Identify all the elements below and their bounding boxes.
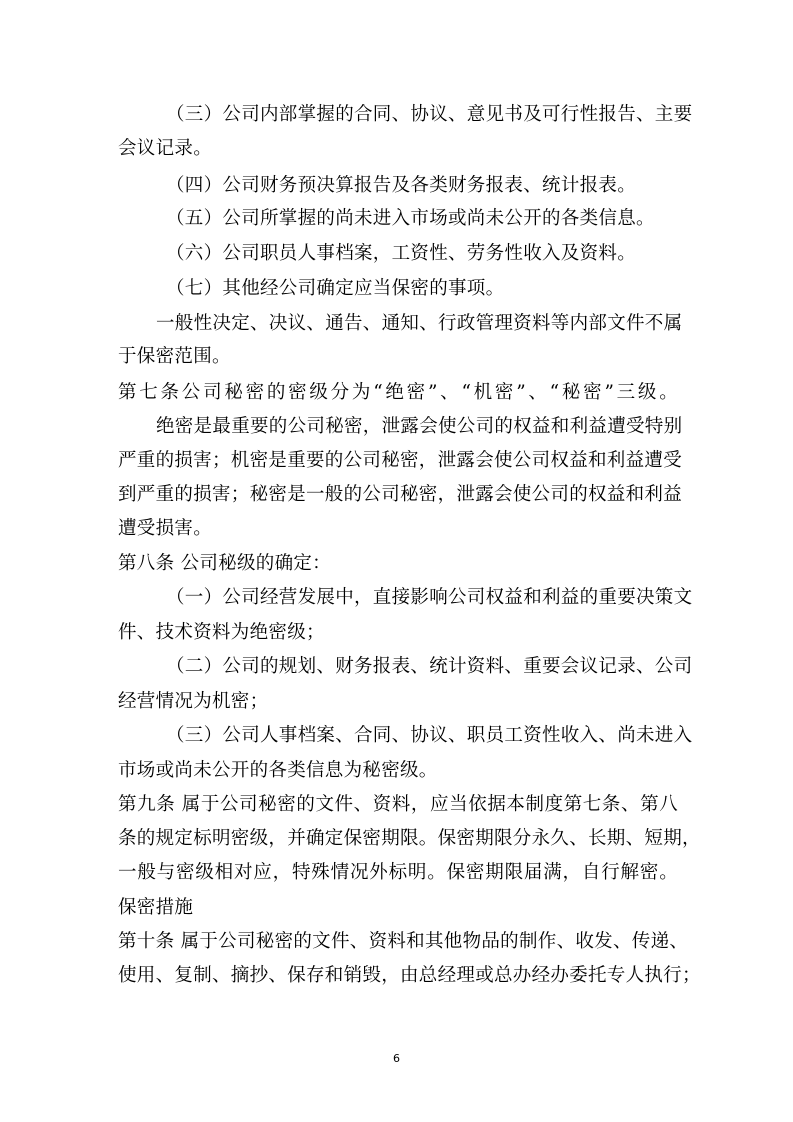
text-line-26: 使用、复制、摘抄、保存和销毁，由总经理或总办经办委托专人执行； [118,965,701,986]
text-line-17: （二）公司的规划、财务报表、统计资料、重要会议记录、公司 [166,656,693,677]
text-line-22: 条的规定标明密级，并确定保密期限。保密期限分永久、长期、短期， [118,828,701,849]
text-line-6: （七）其他经公司确定应当保密的事项。 [166,278,505,299]
article-9-heading: 第九条 属于公司秘密的文件、资料，应当依据本制度第七条、第八 [118,794,678,815]
text-line-20: 市场或尚未公开的各类信息为秘密级。 [118,760,438,781]
text-line-15: （一）公司经营发展中，直接影响公司权益和利益的重要决策文 [166,587,693,608]
text-line-4: （五）公司所掌握的尚未进入市场或尚未公开的各类信息。 [166,208,655,229]
text-line-11: 严重的损害；机密是重要的公司秘密，泄露会使公司权益和利益遭受 [118,450,683,471]
text-line-13: 遭受损害。 [118,518,213,539]
text-line-18: 经营情况为机密； [118,691,269,712]
text-line-7: 一般性决定、决议、通告、通知、行政管理资料等内部文件不属 [156,313,683,334]
text-line-1: （三）公司内部掌握的合同、协议、意见书及可行性报告、主要 [166,104,693,125]
text-line-19: （三）公司人事档案、合同、协议、职员工资性收入、尚未进入 [166,725,693,746]
section-heading-security-measures: 保密措施 [118,897,194,918]
text-line-10: 绝密是最重要的公司秘密，泄露会使公司的权益和利益遭受特别 [156,416,683,437]
text-line-16: 件、技术资料为绝密级； [118,622,325,643]
text-line-3: （四）公司财务预决算报告及各类财务报表、统计报表。 [166,175,637,196]
text-line-2: 会议记录。 [118,138,213,159]
article-7-heading: 第七条公司秘密的密级分为“绝密”、“机密”、“秘密”三级。 [118,382,678,403]
text-line-5: （六）公司职员人事档案，工资性、劳务性收入及资料。 [166,243,637,264]
page-number: 6 [393,1052,400,1065]
text-line-12: 到严重的损害；秘密是一般的公司秘密，泄露会使公司的权益和利益 [118,484,683,505]
text-line-23: 一般与密级相对应，特殊情况外标明。保密期限届满，自行解密。 [118,862,678,883]
article-10-heading: 第十条 属于公司秘密的文件、资料和其他物品的制作、收发、传递、 [118,931,689,952]
text-line-8: 于保密范围。 [118,346,231,367]
article-8-heading: 第八条 公司秘级的确定： [118,553,331,574]
